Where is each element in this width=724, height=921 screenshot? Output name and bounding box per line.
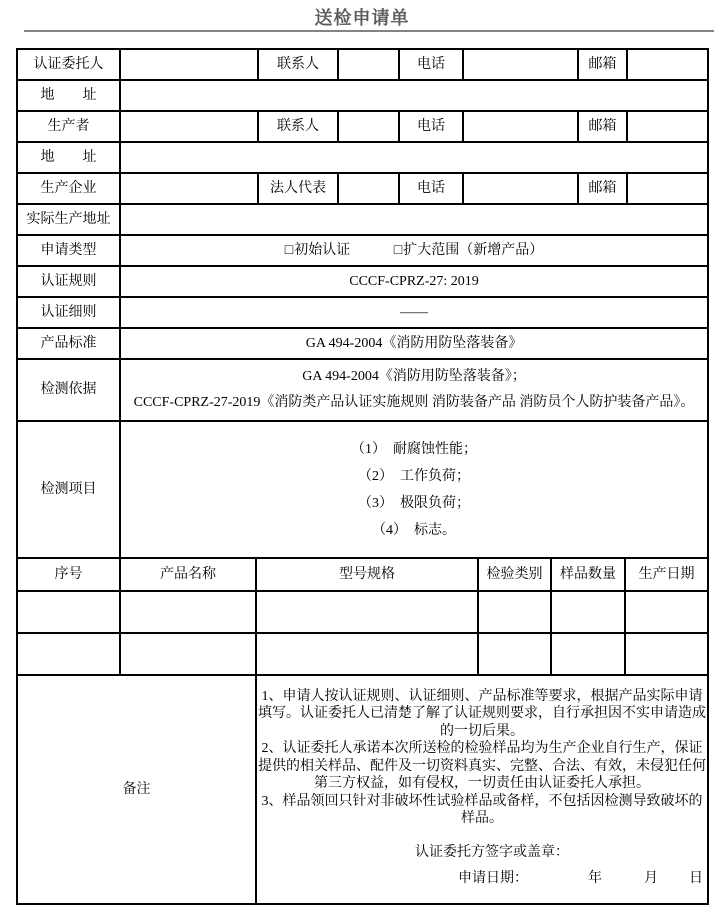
signature-line: 认证委托方签字或盖章：	[415, 844, 570, 860]
certifier-email-cell[interactable]	[627, 49, 708, 80]
certifier-contact-label: 联系人	[258, 49, 338, 80]
column-header-production-date: 生产日期	[625, 558, 708, 591]
product-model-cell[interactable]	[256, 591, 478, 633]
producer-phone-label: 电话	[399, 111, 463, 142]
row-application-type	[17, 235, 708, 266]
row-producer	[17, 111, 708, 142]
certifier-value-cell[interactable]	[120, 49, 258, 80]
checkbox-icon: □	[284, 242, 294, 258]
certifier-address-cell[interactable]	[120, 80, 708, 111]
product-inspection-type-cell[interactable]	[478, 633, 551, 675]
manufacturer-legal-rep-cell[interactable]	[338, 173, 399, 204]
option-expand-scope-label: 扩大范围（新增产品）	[403, 242, 544, 258]
application-form-table	[16, 48, 709, 905]
product-table-empty-row	[17, 591, 708, 633]
test-basis-label: 检测依据	[17, 359, 120, 421]
test-basis-line2: CCCF-CPRZ-27-2019《消防类产品认证实施规则 消防装备产品 消防员个人防护装备产品》。	[133, 395, 695, 410]
product-model-cell[interactable]	[256, 633, 478, 675]
row-test-items	[17, 421, 708, 558]
product-table-empty-row	[17, 633, 708, 675]
producer-email-cell[interactable]	[627, 111, 708, 142]
row-actual-address	[17, 204, 708, 235]
test-items-list	[120, 421, 708, 558]
certifier-contact-cell[interactable]	[338, 49, 399, 80]
product-no-cell[interactable]	[17, 633, 120, 675]
producer-phone-cell[interactable]	[463, 111, 578, 142]
certification-detail-value: ——	[120, 297, 708, 328]
column-header-no: 序号	[17, 558, 120, 591]
product-date-cell[interactable]	[625, 591, 708, 633]
row-certification-rule	[17, 266, 708, 297]
day-label: 日	[689, 870, 704, 886]
checkbox-icon: □	[393, 242, 403, 258]
certifier-phone-cell[interactable]	[463, 49, 578, 80]
product-no-cell[interactable]	[17, 591, 120, 633]
test-item: （1） 耐腐蚀性能；	[351, 441, 478, 457]
row-manufacturer	[17, 173, 708, 204]
year-label: 年	[588, 870, 603, 886]
manufacturer-phone-label: 电话	[399, 173, 463, 204]
checkbox-initial-certification[interactable]	[285, 243, 350, 258]
product-inspection-type-cell[interactable]	[478, 591, 551, 633]
manufacturer-value-cell[interactable]	[120, 173, 258, 204]
manufacturer-phone-cell[interactable]	[463, 173, 578, 204]
test-items-label: 检测项目	[17, 421, 120, 558]
product-name-cell[interactable]	[120, 591, 256, 633]
test-item: （2） 工作负荷；	[358, 468, 471, 484]
certification-rule-value: CCCF-CPRZ-27: 2019	[120, 266, 708, 297]
certifier-label: 认证委托人	[17, 49, 120, 80]
row-certifier	[17, 49, 708, 80]
application-date-line	[257, 865, 707, 892]
page-title: 送检申请单	[314, 8, 410, 28]
test-basis-line1: GA 494-2004《消防用防坠落装备》；	[302, 369, 526, 384]
product-table-header-row	[17, 558, 708, 591]
certifier-phone-label: 电话	[399, 49, 463, 80]
application-type-label: 申请类型	[17, 235, 120, 266]
test-basis-value	[120, 359, 708, 421]
product-name-cell[interactable]	[120, 633, 256, 675]
row-certifier-address	[17, 80, 708, 111]
producer-label: 生产者	[17, 111, 120, 142]
product-sample-qty-cell[interactable]	[551, 591, 625, 633]
remark-label: 备注	[17, 675, 256, 904]
row-producer-address	[17, 142, 708, 173]
row-certification-detail	[17, 297, 708, 328]
remark-content	[256, 675, 708, 904]
title-divider	[24, 30, 714, 32]
row-test-basis	[17, 359, 708, 421]
producer-email-label: 邮箱	[578, 111, 627, 142]
certification-rule-label: 认证规则	[17, 266, 120, 297]
test-item: （4） 标志。	[372, 522, 457, 538]
application-date-label: 申请日期：	[458, 870, 529, 886]
remark-paragraph-1: 1、申请人按认证规则、认证细则、产品标准等要求，根据产品实际申请填写。认证委托人已清楚了解了认证规则要求，自行承担因不实申请造成的一切后果。	[258, 688, 707, 739]
remark-paragraph-3: 3、样品领回只针对非破坏性试验样品或备样，不包括因检测导致破坏的样品。	[261, 793, 703, 826]
manufacturer-email-label: 邮箱	[578, 173, 627, 204]
option-initial-certification-label: 初始认证	[294, 242, 351, 258]
product-standard-value: GA 494-2004《消防用防坠落装备》	[120, 328, 708, 359]
month-label: 月	[644, 870, 659, 886]
producer-address-label: 地 址	[17, 142, 120, 173]
producer-contact-label: 联系人	[258, 111, 338, 142]
column-header-product-name: 产品名称	[120, 558, 256, 591]
product-sample-qty-cell[interactable]	[551, 633, 625, 675]
column-header-inspection-type: 检验类别	[478, 558, 551, 591]
product-date-cell[interactable]	[625, 633, 708, 675]
qr-code-fragment-icon	[676, 0, 710, 6]
checkbox-expand-scope[interactable]	[394, 243, 543, 258]
row-remark	[17, 675, 708, 904]
manufacturer-label: 生产企业	[17, 173, 120, 204]
certifier-email-label: 邮箱	[578, 49, 627, 80]
producer-value-cell[interactable]	[120, 111, 258, 142]
manufacturer-email-cell[interactable]	[627, 173, 708, 204]
column-header-sample-qty: 样品数量	[551, 558, 625, 591]
signature-block	[257, 840, 707, 892]
column-header-model-spec: 型号规格	[256, 558, 478, 591]
product-standard-label: 产品标准	[17, 328, 120, 359]
certification-detail-label: 认证细则	[17, 297, 120, 328]
test-item: （3） 极限负荷；	[358, 495, 471, 511]
producer-contact-cell[interactable]	[338, 111, 399, 142]
certifier-address-label: 地 址	[17, 80, 120, 111]
producer-address-cell[interactable]	[120, 142, 708, 173]
row-product-standard	[17, 328, 708, 359]
actual-address-label: 实际生产地址	[17, 204, 120, 235]
application-type-options-cell	[120, 235, 708, 266]
remark-paragraph-2: 2、认证委托人承诺本次所送检的检验样品均为生产企业自行生产，保证提供的相关样品、配件及一切资料真实、完整、合法、有效，未侵犯任何第三方权益，如有侵权，一切责任由认证委托人承担。	[258, 741, 707, 791]
manufacturer-legal-rep-label: 法人代表	[258, 173, 338, 204]
actual-address-cell[interactable]	[120, 204, 708, 235]
